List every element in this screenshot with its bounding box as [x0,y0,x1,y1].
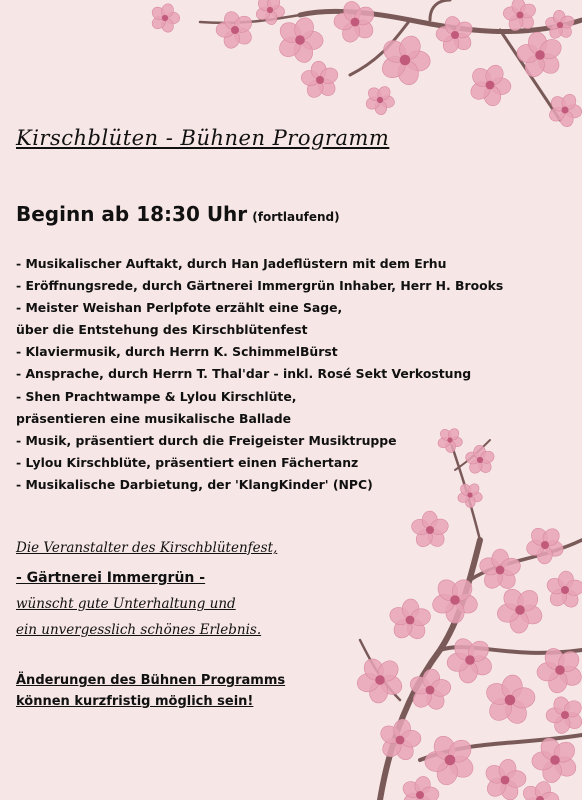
start-time: Beginn ab 18:30 Uhr [16,202,248,226]
organizer-wish-line1: wünscht gute Unterhaltung und [16,596,236,612]
blossom-flower [254,0,285,25]
organizer-intro: Die Veranstalter des Kirschblütenfest, [16,540,278,556]
blossom-flower [483,674,537,728]
blossom-flower [536,645,582,694]
blossom-flower [525,525,566,564]
blossom-flower [546,695,582,736]
blossom-flower [356,655,405,704]
program-item: - Musikalischer Auftakt, durch Han Jadeflüstern mit dem Erhu [16,256,447,271]
program-item: - Eröffnungsrede, durch Gärtnerei Immergrün Inhaber, Herr H. Brooks [16,278,504,294]
blossom-flower [430,576,480,623]
organizer-name: - Gärtnerei Immergrün - [16,570,206,586]
blossom-flower [547,92,582,128]
blossom-flower [446,635,495,684]
change-notice-line2: können kurzfristig möglich sein! [16,694,254,709]
blossom-flower [520,780,559,800]
blossom-flower [216,10,255,51]
blossom-flower [378,718,422,763]
blossom-flower [468,62,512,107]
blossom-flower [378,33,431,87]
blossom-flower [477,549,522,592]
blossom-flower [400,775,439,800]
start-time-line [16,202,340,226]
blossom-flower [544,10,575,41]
program-item: - Musikalische Darbietung, der 'KlangKinder' (NPC) [16,476,373,492]
blossom-flower [276,15,324,65]
program-item: - Ansprache, durch Herrn T. Thal'dar - inkl. Rosé Sekt Verkostung [16,366,472,382]
program-item: über die Entstehung des Kirschblütenfest [16,322,308,338]
blossom-flower [483,758,527,800]
program-item: - Meister Weishan Perlpfote erzählt eine Sage, [16,300,343,316]
blossom-flower [435,15,475,55]
change-notice-line1: Änderungen des Bühnen Programms [16,673,286,688]
program-item: - Musik, präsentiert durch die Freigeister Musiktruppe [16,432,397,448]
program-item: - Shen Prachtwampe & Lylou Kirschlüte, [16,388,297,404]
program-list [16,253,503,496]
blossom-flower [410,511,451,550]
blossom-flower [300,60,340,100]
blossom-flower [531,735,579,784]
blossom-flower [387,599,432,643]
blossom-flower [545,570,582,610]
blossom-flower [495,585,544,633]
program-title: Kirschblüten - Bühnen Programm [16,126,390,150]
organizer-wish-line2: ein unvergesslich schönes Erlebnis. [16,622,262,638]
blossom-flower [334,0,378,45]
blossom-flower [502,0,538,33]
blossom-flower [150,2,180,34]
blossom-flower [424,733,477,787]
blossom-flower [516,31,565,80]
start-time-note: (fortlaufend) [252,210,340,224]
blossom-flower [407,668,452,712]
blossom-flower [364,84,395,115]
program-item: - Klaviermusik, durch Herrn K. SchimmelBürst [16,344,338,360]
program-item: präsentieren eine musikalische Ballade [16,410,291,426]
program-item: - Lylou Kirschblüte, präsentiert einen Fächertanz [16,454,359,470]
change-notice [16,670,285,712]
